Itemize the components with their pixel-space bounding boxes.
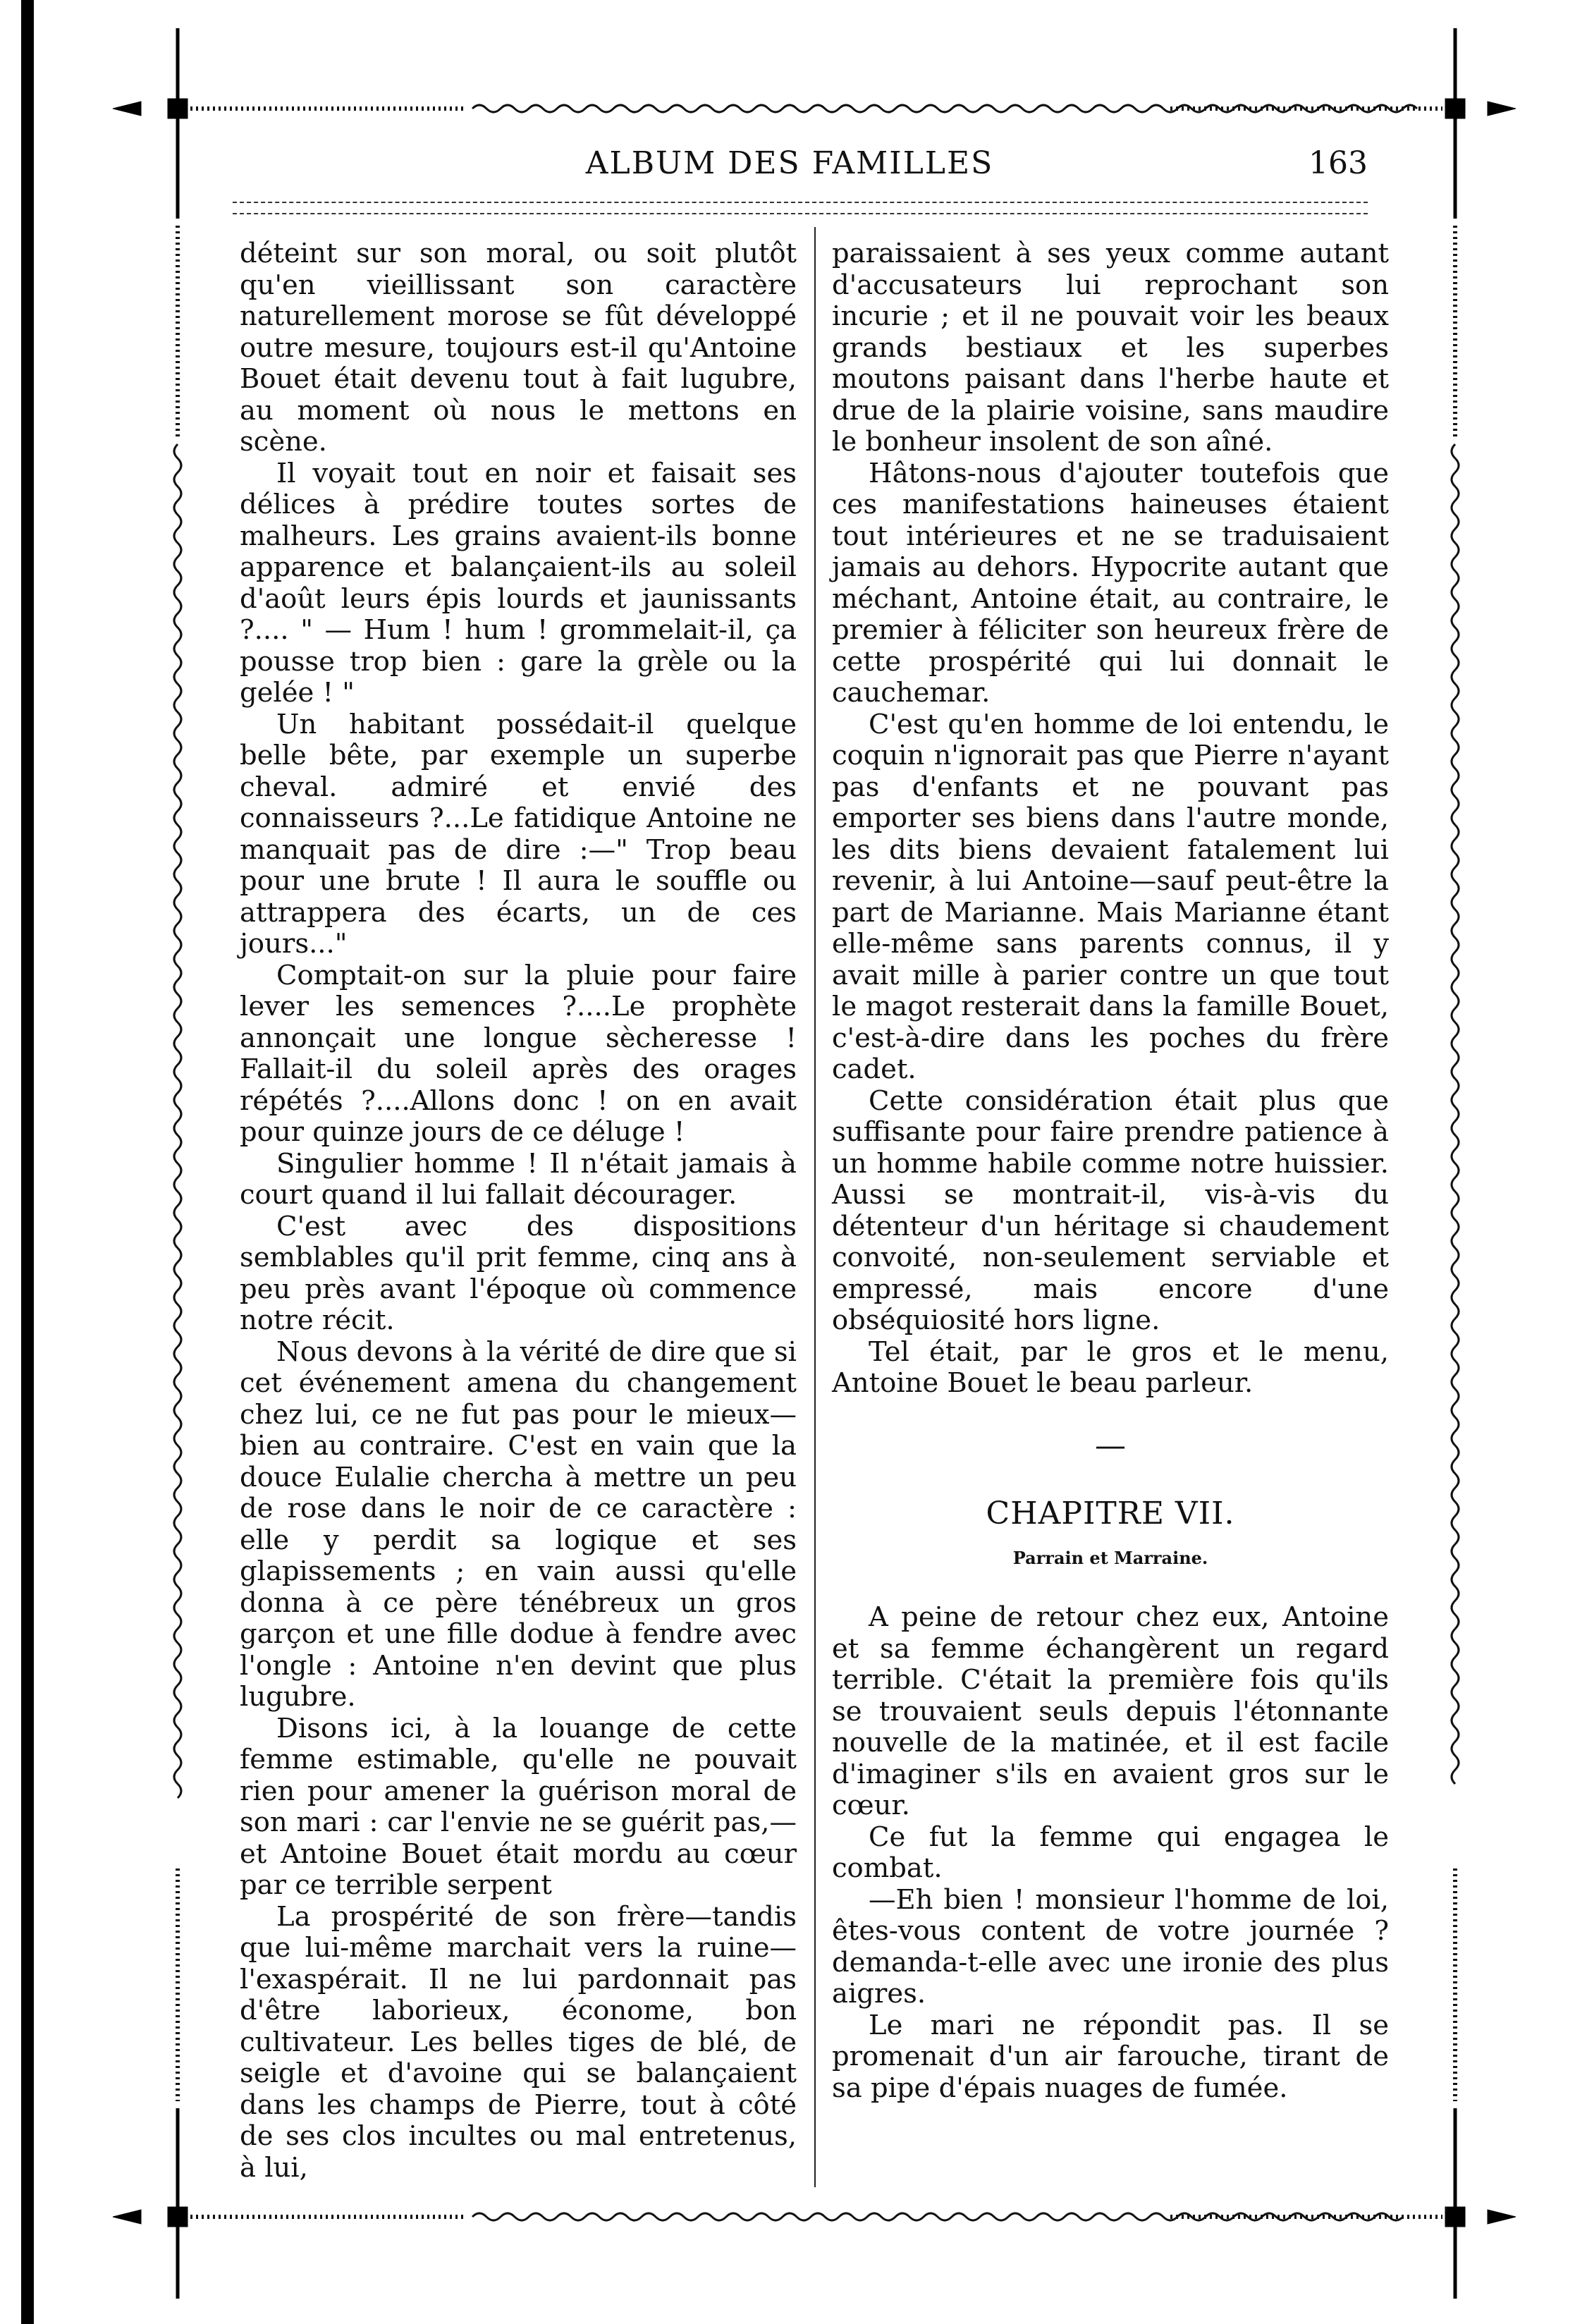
paragraph: Tel était, par le gros et le menu, Antoine Bouet le beau parleur. bbox=[832, 1335, 1389, 1399]
paragraph: Un habitant possédait-il quelque belle bête, par exemple un superbe cheval. admiré et envié des connaisseurs ?...Le fatidique Antoine ne manquait pas de dire :—" Trop beau pour une brute ! Il aura le souffle ou attrappera des écarts, un de ces jours..." bbox=[240, 708, 797, 960]
paragraph: Disons ici, à la louange de cette femme estimable, qu'elle ne pouvait rien pour amener la guérison moral de son mari : car l'envie ne se guérit pas,—et Antoine Bouet était mordu au cœur par ce terrible serpent bbox=[240, 1712, 797, 1901]
page-header bbox=[212, 145, 1368, 188]
paragraph: C'est avec des dispositions semblables qu'il prit femme, cinq ans à peu près avant l'époque où commence notre récit. bbox=[240, 1210, 797, 1336]
paragraph: Cette considération était plus que suffisante pour faire prendre patience à un homme habile comme notre huissier. Aussi se montrait-il, vis-à-vis du détenteur d'un héritage si chaudement convoité, non-seulement serviable et empressé, mais encore d'une obséquiosité hors ligne. bbox=[832, 1084, 1389, 1336]
paragraph: Singulier homme ! Il n'était jamais à court quand il lui fallait décourager. bbox=[240, 1147, 797, 1211]
header-rule-double bbox=[233, 213, 1368, 217]
section-separator: — bbox=[1095, 1427, 1126, 1464]
paragraph: La prospérité de son frère—tandis que lui-même marchait vers la ruine—l'exaspérait. Il ne lui pardonnait pas d'être laborieux, économe, bon cultivateur. Les belles tiges de blé, de seigle et d'avoine qui se balançaient dans les champs de Pierre, tout à côté de ses clos incultes ou mal entretenus, à lui, bbox=[240, 1900, 797, 2184]
paragraph: Il voyait tout en noir et faisait ses délices à prédire toutes sortes de malheurs. Les grains avaient-ils bonne apparence et balançaient-ils au soleil d'août leurs épis lourds et jaunissants ?.... " — Hum ! hum ! grommelait-il, ça pousse trop bien : gare la grèle ou la gelée ! " bbox=[240, 457, 797, 709]
paragraph: Nous devons à la vérité de dire que si cet événement amena du changement chez lui, ce ne fut pas pour le mieux—bien au contraire. C'est en vain que la douce Eulalie chercha à mettre un peu de rose dans le noir de ce caractère : elle y perdit sa logique et ses glapissements ; en vain aussi qu'elle donna à ce père ténébreux un gros garçon et une fille dodue à fendre avec l'ongle : Antoine n'en devint que plus lugubre. bbox=[240, 1335, 797, 1713]
chapter-title: CHAPITRE VII. bbox=[986, 1496, 1235, 1531]
page-number: 163 bbox=[1309, 145, 1368, 181]
running-title: ALBUM DES FAMILLES bbox=[585, 145, 994, 181]
arrow-ornament bbox=[113, 102, 141, 116]
paragraph: Comptait-on sur la pluie pour faire lever les semences ?....Le prophète annonçait une longue sècheresse ! Fallait-il du soleil après des orages répétés ?....Allons donc ! on en avait pour quinze jours de ce déluge ! bbox=[240, 959, 797, 1148]
right-column bbox=[832, 238, 1389, 2104]
column-divider bbox=[814, 227, 816, 2187]
paragraph: Le mari ne répondit pas. Il se promenait d'un air farouche, tirant de sa pipe d'épais nuages de fumée. bbox=[832, 2009, 1389, 2104]
paragraph: paraissaient à ses yeux comme autant d'accusateurs lui reprochant son incurie ; et il ne pouvait voir les beaux grands bestiaux et les superbes moutons paisant dans l'herbe haute et drue de la plairie voisine, sans maudire le bonheur insolent de son aîné. bbox=[832, 238, 1389, 458]
chapter-subtitle: Parrain et Marraine. bbox=[1012, 1547, 1208, 1568]
left-column bbox=[240, 238, 797, 2184]
paragraph: A peine de retour chez eux, Antoine et sa femme échangèrent un regard terrible. C'était la première fois qu'ils se trouvaient seuls depuis l'étonnante nouvelle de la matinée, et il est facile d'imaginer s'ils en avaient gros sur le cœur. bbox=[832, 1601, 1389, 1821]
paragraph: —Eh bien ! monsieur l'homme de loi, êtes-vous content de votre journée ? demanda-t-elle avec une ironie des plus aigres. bbox=[832, 1883, 1389, 2010]
paragraph: Hâtons-nous d'ajouter toutefois que ces manifestations haineuses étaient tout intérieures et ne se traduisaient jamais au dehors. Hypocrite autant que méchant, Antoine était, au contraire, le premier à féliciter son heureux frère de cette prospérité qui lui donnait le cauchemar. bbox=[832, 457, 1389, 709]
header-rule bbox=[233, 202, 1368, 206]
paragraph: déteint sur son moral, ou soit plutôt qu'en vieillissant son caractère naturellement morose se fût développé outre mesure, toujours est-il qu'Antoine Bouet était devenu tout à fait lugubre, au moment où nous le mettons en scène. bbox=[240, 238, 797, 458]
paragraph: C'est qu'en homme de loi entendu, le coquin n'ignorait pas que Pierre n'ayant pas d'enfants et ne pouvant pas emporter ses biens dans l'autre monde, les dits biens devaient fatalement lui revenir, à lui Antoine—sauf peut-être la part de Marianne. Mais Marianne étant elle-même sans parents connus, il y avait mille à parier contre un que tout le magot resterait dans la famille Bouet, c'est-à-dire dans les poches du frère cadet. bbox=[832, 708, 1389, 1085]
paragraph: Ce fut la femme qui engagea le combat. bbox=[832, 1821, 1389, 1884]
